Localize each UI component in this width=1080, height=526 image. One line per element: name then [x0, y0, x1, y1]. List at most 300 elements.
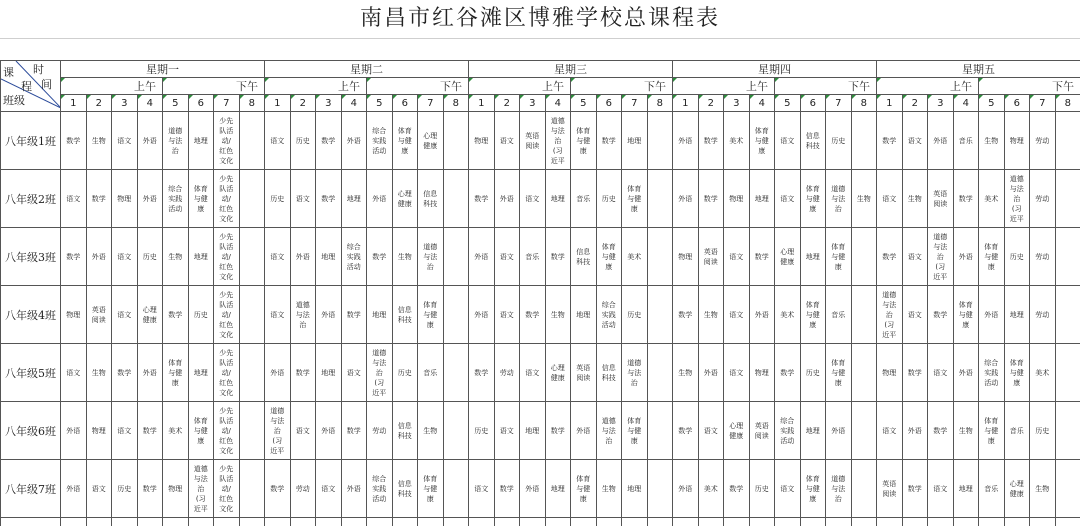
schedule-cell: [112, 286, 138, 344]
subject-label: 道德 与法 治 (习 近平: [372, 348, 387, 397]
subject-label: 综合 实践 活动: [780, 416, 795, 445]
class-row: [1, 344, 1080, 402]
schedule-cell: [163, 228, 189, 286]
subject-label: 少先 队活 动/ 红色 文化: [219, 174, 234, 223]
corner-time-label: 时: [33, 63, 44, 76]
schedule-cell: [1055, 112, 1080, 170]
schedule-cell: [545, 286, 571, 344]
schedule-cell: [775, 170, 801, 228]
subject-label: 信息 科技: [397, 421, 412, 440]
schedule-cell: [239, 344, 265, 402]
schedule-cell: [877, 112, 903, 170]
period-number: 2: [494, 95, 520, 112]
schedule-cell: [979, 170, 1005, 228]
schedule-cell: [877, 518, 903, 526]
corner-course-label: 课: [3, 66, 14, 79]
schedule-cell: [418, 518, 444, 526]
subject-label: 外语: [372, 194, 387, 203]
afternoon-header: 下午: [571, 78, 673, 95]
schedule-cell: [851, 112, 877, 170]
subject-label: 英语 阅读: [882, 479, 897, 498]
subject-label: 外语: [270, 368, 285, 377]
schedule-cell: [469, 402, 495, 460]
subject-label: 少先 队活 动/ 红色 文化: [219, 464, 234, 513]
schedule-cell: [1030, 518, 1056, 526]
schedule-cell: [61, 518, 87, 526]
schedule-cell: [1030, 286, 1056, 344]
class-row: [1, 402, 1080, 460]
subject-label: 音乐: [1009, 426, 1024, 435]
schedule-cell: [1055, 344, 1080, 402]
subject-label: 道德 与法 治: [831, 184, 846, 213]
period-number: 2: [698, 95, 724, 112]
subject-label: 劳动: [372, 426, 387, 435]
subject-label: 数学: [142, 426, 157, 435]
class-row: [1, 112, 1080, 170]
schedule-cell: [214, 402, 240, 460]
schedule-cell: [545, 460, 571, 518]
schedule-cell: [443, 402, 469, 460]
schedule-cell: [86, 518, 112, 526]
schedule-cell: [265, 460, 291, 518]
schedule-cell: [673, 518, 699, 526]
schedule-cell: [86, 286, 112, 344]
schedule-cell: [418, 286, 444, 344]
subject-label: 体育 与健 康: [958, 300, 973, 329]
subject-label: 外语: [703, 368, 718, 377]
subject-label: 生物: [91, 368, 106, 377]
schedule-cell: [800, 402, 826, 460]
subject-label: 语文: [907, 136, 922, 145]
subject-label: 体育 与健 康: [805, 300, 820, 329]
schedule-cell: [239, 402, 265, 460]
period-number: 3: [112, 95, 138, 112]
schedule-cell: [545, 112, 571, 170]
subject-label: 体育 与健 康: [576, 474, 591, 503]
period-number: 7: [418, 95, 444, 112]
period-number: 2: [86, 95, 112, 112]
schedule-cell: [188, 170, 214, 228]
subject-label: 体育 与健 康: [805, 184, 820, 213]
subject-label: 外语: [91, 252, 106, 261]
schedule-cell: [928, 460, 954, 518]
subject-label: 语文: [780, 484, 795, 493]
subject-label: 数学: [270, 484, 285, 493]
schedule-cell: [188, 344, 214, 402]
subject-label: 语文: [295, 426, 310, 435]
schedule-cell: [214, 286, 240, 344]
schedule-cell: [341, 344, 367, 402]
subject-label: 外语: [907, 426, 922, 435]
subject-label: 少先 队活 动/ 红色 文化: [219, 116, 234, 165]
subject-label: 体育 与健 康: [601, 242, 616, 271]
subject-label: 语文: [117, 310, 132, 319]
subject-label: 生物: [856, 194, 871, 203]
subject-label: 外语: [933, 136, 948, 145]
subject-label: 少先 队活 动/ 红色 文化: [219, 232, 234, 281]
schedule-cell: [341, 170, 367, 228]
schedule-cell: [137, 344, 163, 402]
subject-label: 体育 与健 康: [423, 300, 438, 329]
subject-label: 数学: [907, 484, 922, 493]
morning-header: 上午: [61, 78, 163, 95]
schedule-table: [0, 60, 1080, 526]
schedule-cell: [826, 228, 852, 286]
schedule-cell: [647, 228, 673, 286]
subject-label: 道德 与法 治: [295, 300, 310, 329]
schedule-cell: [953, 170, 979, 228]
schedule-cell: [469, 518, 495, 526]
schedule-cell: [826, 286, 852, 344]
schedule-cell: [61, 112, 87, 170]
subject-label: 劳动: [1035, 194, 1050, 203]
subject-label: 外语: [142, 194, 157, 203]
subject-label: 物理: [882, 368, 897, 377]
schedule-cell: [749, 460, 775, 518]
schedule-cell: [545, 228, 571, 286]
subject-label: 数学: [142, 484, 157, 493]
subject-label: 数学: [550, 426, 565, 435]
schedule-cell: [979, 286, 1005, 344]
subject-label: 道德 与法 治: [423, 242, 438, 271]
subject-label: 劳动: [1035, 136, 1050, 145]
schedule-cell: [112, 402, 138, 460]
schedule-cell: [341, 518, 367, 526]
subject-label: 物理: [168, 484, 183, 493]
schedule-cell: [775, 518, 801, 526]
schedule-cell: [902, 170, 928, 228]
subject-label: 外语: [754, 310, 769, 319]
schedule-cell: [290, 402, 316, 460]
schedule-cell: [367, 228, 393, 286]
schedule-cell: [316, 286, 342, 344]
period-number: 8: [1055, 95, 1080, 112]
subject-label: 外语: [66, 484, 81, 493]
schedule-cell: [520, 402, 546, 460]
schedule-cell: [724, 170, 750, 228]
subject-label: 劳动: [295, 484, 310, 493]
subject-label: 语文: [882, 194, 897, 203]
schedule-cell: [341, 112, 367, 170]
schedule-cell: [290, 518, 316, 526]
schedule-cell: [137, 228, 163, 286]
subject-label: 体育 与健 康: [805, 474, 820, 503]
schedule-cell: [61, 286, 87, 344]
subject-label: 体育 与健 康: [831, 242, 846, 271]
schedule-cell: [902, 286, 928, 344]
subject-label: 体育 与健 康: [627, 184, 642, 213]
schedule-cell: [851, 518, 877, 526]
schedule-cell: [826, 518, 852, 526]
schedule-cell: [622, 228, 648, 286]
subject-label: 综合 实践 活动: [346, 242, 361, 271]
subject-label: 数学: [321, 136, 336, 145]
subject-label: 地理: [550, 484, 565, 493]
subject-label: 语文: [907, 310, 922, 319]
schedule-cell: [137, 518, 163, 526]
subject-label: 语文: [66, 368, 81, 377]
subject-label: 外语: [678, 484, 693, 493]
subject-label: 外语: [66, 426, 81, 435]
schedule-cell: [698, 228, 724, 286]
schedule-grid: [0, 60, 1080, 526]
subject-label: 数学: [321, 194, 336, 203]
schedule-cell: [469, 286, 495, 344]
subject-label: 数学: [754, 252, 769, 261]
class-name: 八年级1班: [1, 112, 61, 170]
subject-label: 语文: [499, 252, 514, 261]
schedule-cell: [61, 460, 87, 518]
class-name: 八年级2班: [1, 170, 61, 228]
subject-label: 体育 与健 康: [193, 416, 208, 445]
schedule-cell: [443, 460, 469, 518]
schedule-cell: [979, 112, 1005, 170]
schedule-cell: [724, 228, 750, 286]
subject-label: 外语: [321, 310, 336, 319]
subject-label: 心理 健康: [780, 247, 795, 266]
morning-header: 上午: [469, 78, 571, 95]
schedule-cell: [1055, 228, 1080, 286]
subject-label: 历史: [193, 310, 208, 319]
subject-label: 信息 科技: [423, 189, 438, 208]
schedule-cell: [214, 460, 240, 518]
schedule-cell: [953, 286, 979, 344]
schedule-cell: [596, 170, 622, 228]
subject-label: 外语: [678, 194, 693, 203]
schedule-cell: [188, 402, 214, 460]
schedule-cell: [800, 460, 826, 518]
schedule-cell: [239, 112, 265, 170]
period-number: 5: [163, 95, 189, 112]
schedule-cell: [622, 286, 648, 344]
subject-label: 心理 健康: [423, 131, 438, 150]
schedule-cell: [163, 286, 189, 344]
schedule-cell: [214, 518, 240, 526]
schedule-cell: [902, 344, 928, 402]
period-number: 4: [341, 95, 367, 112]
subject-label: 道德 与法 治 (习 近平: [933, 232, 948, 281]
subject-label: 生物: [984, 136, 999, 145]
schedule-cell: [724, 112, 750, 170]
subject-label: 语文: [729, 252, 744, 261]
schedule-cell: [367, 344, 393, 402]
schedule-cell: [877, 344, 903, 402]
period-number: 6: [800, 95, 826, 112]
subject-label: 物理: [1009, 136, 1024, 145]
class-name: 八年级4班: [1, 286, 61, 344]
subject-label: 数学: [117, 368, 132, 377]
schedule-cell: [749, 402, 775, 460]
period-number: 6: [1004, 95, 1030, 112]
subject-label: 外语: [525, 484, 540, 493]
schedule-cell: [316, 228, 342, 286]
subject-label: 生物: [907, 194, 922, 203]
schedule-cell: [188, 228, 214, 286]
schedule-cell: [724, 460, 750, 518]
subject-label: 语文: [729, 368, 744, 377]
subject-label: 心理 健康: [550, 363, 565, 382]
subject-label: 地理: [193, 252, 208, 261]
schedule-cell: [571, 286, 597, 344]
subject-label: 地理: [321, 368, 336, 377]
schedule-cell: [749, 112, 775, 170]
schedule-cell: [392, 286, 418, 344]
schedule-cell: [112, 170, 138, 228]
period-number: 7: [622, 95, 648, 112]
schedule-cell: [418, 402, 444, 460]
schedule-cell: [494, 228, 520, 286]
subject-label: 外语: [295, 252, 310, 261]
subject-label: 地理: [321, 252, 336, 261]
schedule-cell: [112, 518, 138, 526]
subject-label: 生物: [678, 368, 693, 377]
subject-label: 数学: [474, 368, 489, 377]
schedule-cell: [596, 402, 622, 460]
subject-label: 地理: [754, 194, 769, 203]
subject-label: 道德 与法 治: [601, 416, 616, 445]
schedule-cell: [877, 170, 903, 228]
schedule-cell: [724, 402, 750, 460]
subject-label: 数学: [907, 368, 922, 377]
period-number: 7: [1030, 95, 1056, 112]
schedule-cell: [1030, 112, 1056, 170]
day-header: 星期二: [265, 61, 469, 78]
period-number: 6: [596, 95, 622, 112]
schedule-cell: [392, 402, 418, 460]
class-row: [1, 460, 1080, 518]
subject-label: 音乐: [958, 136, 973, 145]
period-number: 7: [826, 95, 852, 112]
schedule-cell: [443, 344, 469, 402]
subject-label: 语文: [703, 426, 718, 435]
subject-label: 数学: [91, 194, 106, 203]
period-number: 8: [239, 95, 265, 112]
schedule-cell: [239, 286, 265, 344]
subject-label: 语文: [780, 194, 795, 203]
subject-label: 外语: [499, 194, 514, 203]
schedule-cell: [163, 112, 189, 170]
schedule-cell: [290, 228, 316, 286]
period-number: 1: [61, 95, 87, 112]
subject-label: 数学: [372, 252, 387, 261]
subject-label: 综合 实践 活动: [984, 358, 999, 387]
day-header: 星期一: [61, 61, 265, 78]
schedule-cell: [86, 402, 112, 460]
subject-label: 音乐: [984, 484, 999, 493]
schedule-cell: [775, 460, 801, 518]
schedule-cell: [928, 228, 954, 286]
subject-label: 体育 与健 康: [831, 358, 846, 387]
schedule-cell: [443, 170, 469, 228]
subject-label: 英语 阅读: [703, 247, 718, 266]
schedule-cell: [86, 228, 112, 286]
morning-header: 上午: [877, 78, 979, 95]
schedule-cell: [698, 460, 724, 518]
afternoon-header: 下午: [979, 78, 1080, 95]
schedule-cell: [290, 286, 316, 344]
schedule-cell: [647, 170, 673, 228]
schedule-cell: [1030, 402, 1056, 460]
subject-label: 音乐: [576, 194, 591, 203]
schedule-cell: [953, 344, 979, 402]
subject-label: 少先 队活 动/ 红色 文化: [219, 290, 234, 339]
schedule-cell: [265, 402, 291, 460]
subject-label: 劳动: [1035, 310, 1050, 319]
period-number: 8: [443, 95, 469, 112]
subject-label: 音乐: [525, 252, 540, 261]
subject-label: 语文: [66, 194, 81, 203]
subject-label: 生物: [703, 310, 718, 319]
subject-label: 美术: [780, 310, 795, 319]
subject-label: 英语 阅读: [525, 131, 540, 150]
subject-label: 体育 与健 康: [627, 416, 642, 445]
schedule-cell: [1004, 344, 1030, 402]
period-number: 3: [520, 95, 546, 112]
schedule-cell: [928, 518, 954, 526]
schedule-cell: [290, 344, 316, 402]
subject-label: 生物: [168, 252, 183, 261]
subject-label: 地理: [627, 136, 642, 145]
schedule-cell: [673, 402, 699, 460]
title-divider: [0, 38, 1080, 39]
schedule-cell: [469, 170, 495, 228]
schedule-cell: [571, 518, 597, 526]
subject-label: 音乐: [831, 310, 846, 319]
schedule-cell: [494, 170, 520, 228]
schedule-cell: [112, 460, 138, 518]
subject-label: 数学: [703, 194, 718, 203]
subject-label: 数学: [295, 368, 310, 377]
subject-label: 数学: [346, 426, 361, 435]
schedule-cell: [1030, 170, 1056, 228]
subject-label: 数学: [780, 368, 795, 377]
subject-label: 体育 与健 康: [576, 126, 591, 155]
period-number: 2: [290, 95, 316, 112]
subject-label: 道德 与法 治: [627, 358, 642, 387]
subject-label: 语文: [525, 194, 540, 203]
subject-label: 历史: [805, 368, 820, 377]
period-number: 3: [316, 95, 342, 112]
schedule-cell: [826, 402, 852, 460]
schedule-cell: [775, 228, 801, 286]
day-header: 星期五: [877, 61, 1080, 78]
subject-label: 地理: [193, 136, 208, 145]
schedule-cell: [520, 460, 546, 518]
schedule-cell: [1055, 286, 1080, 344]
schedule-cell: [622, 460, 648, 518]
schedule-cell: [290, 460, 316, 518]
subject-label: 外语: [474, 252, 489, 261]
schedule-cell: [724, 286, 750, 344]
schedule-cell: [826, 460, 852, 518]
corner-program-label: 程: [21, 80, 32, 93]
schedule-cell: [316, 112, 342, 170]
subject-label: 语文: [729, 310, 744, 319]
subject-label: 生物: [550, 310, 565, 319]
schedule-cell: [494, 286, 520, 344]
schedule-cell: [418, 460, 444, 518]
schedule-cell: [520, 344, 546, 402]
schedule-cell: [61, 228, 87, 286]
schedule-cell: [877, 228, 903, 286]
subject-label: 历史: [270, 194, 285, 203]
schedule-cell: [1055, 460, 1080, 518]
schedule-cell: [112, 112, 138, 170]
schedule-cell: [979, 228, 1005, 286]
schedule-cell: [877, 402, 903, 460]
corner-between-label: 间: [41, 78, 52, 91]
period-number: 8: [851, 95, 877, 112]
